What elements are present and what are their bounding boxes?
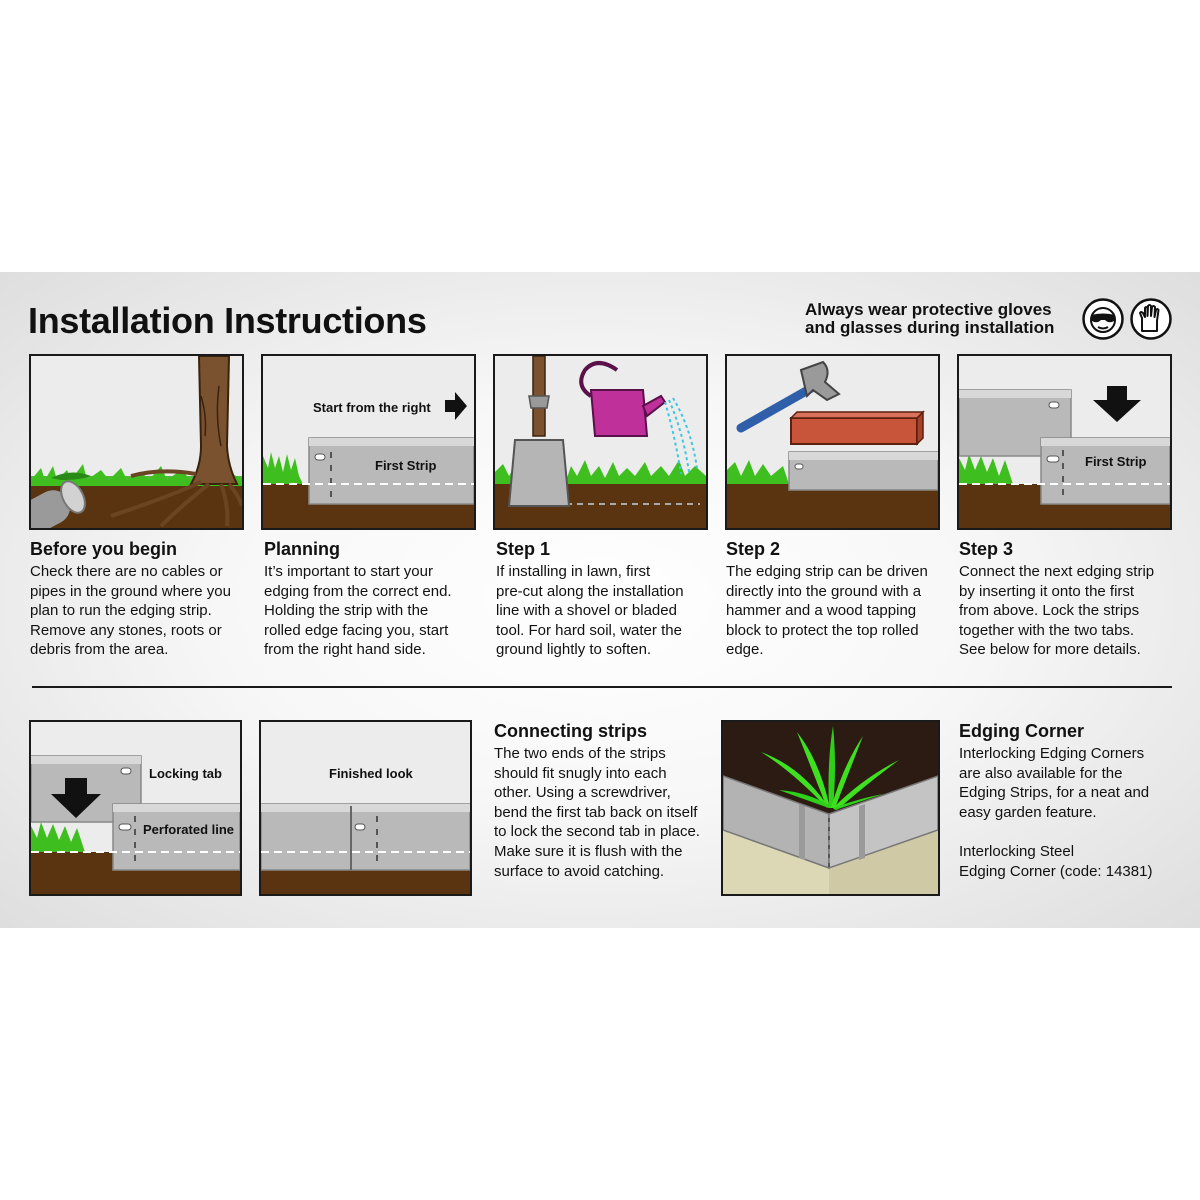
step-title: Step 2 [726,539,781,559]
safety-line-1: Always wear protective gloves [805,300,1052,319]
step-text-line: tool. For hard soil, water the [496,621,682,639]
step-title: Before you begin [30,539,178,559]
step3-illustration [957,354,1172,530]
connecting-text-line: other. Using a screwdriver, [494,784,671,802]
step-text-line: debris from the area. [30,641,169,659]
step-title: Step 1 [496,539,551,559]
step-text-line: line with a shovel or bladed [496,602,677,620]
connecting-text-line: The two ends of the strips [494,745,666,762]
edging-corner-illustration [721,720,940,896]
safety-glasses-icon [1082,298,1124,340]
finished-look-illustration [259,720,472,896]
step-text-line: ground lightly to soften. [496,641,652,659]
step-text-line: If installing in lawn, first [496,563,651,580]
step-text-line: See below for more details. [959,641,1141,659]
corner-title: Edging Corner [959,721,1084,741]
connecting-text-line: Make sure it is flush with the [494,842,683,860]
step-text-line: Connect the next edging strip [959,563,1155,580]
first-strip [1041,438,1170,504]
corner-text-line: Edging Strips, for a neat and [959,784,1150,802]
step-before-you-begin [30,538,250,660]
step-text-line: Remove any stones, roots or [30,621,222,639]
finished-look-label: Finished look [329,766,413,781]
step-title: Step 3 [959,539,1014,559]
step-text-line: pipes in the ground where you [30,582,231,600]
step-text-line: It’s important to start your [264,563,433,580]
step-text-line: rolled edge facing you, start [264,621,449,639]
step-text-line: hammer and a wood tapping [726,602,917,620]
wood-block [791,418,917,444]
perforated-line-label: Perforated line [143,822,235,837]
edging-corner-info [959,720,1179,882]
connecting-text-line: should fit snugly into each [494,764,667,782]
connecting-text-line: bend the first tab back on itself [494,803,698,821]
step3-strip-label: First Strip [1085,454,1147,469]
step-text-line: edging from the correct end. [264,582,452,600]
safety-notice [805,301,1075,337]
step-text-line: plan to run the edging strip. [30,602,212,620]
before-you-begin-illustration [29,354,244,530]
connecting-title: Connecting strips [494,721,648,741]
step-text-line: The edging strip can be driven [726,563,928,580]
step2-illustration [725,354,940,530]
corner-product-line: Interlocking Steel [959,843,1075,861]
step-title: Planning [264,539,340,559]
corner-text-line: Interlocking Edging Corners [959,745,1145,762]
step-text-line: from the right hand side. [264,641,426,659]
corner-product-code: Edging Corner (code: 14381) [959,862,1153,880]
shovel-blade [509,440,569,506]
step-planning [264,538,484,660]
planning-strip-label: First Strip [375,458,437,473]
step-text-line: from above. Lock the strips [959,602,1140,620]
step1-illustration [493,354,708,530]
connecting-strips [494,720,709,881]
protective-gloves-icon [1130,298,1172,340]
lower-strip [113,804,240,870]
connecting-text-line: to lock the second tab in place. [494,823,700,841]
step-text-line: by inserting it onto the first [959,582,1135,600]
locking-tab-illustration [29,720,242,896]
connecting-text-line: surface to avoid catching. [494,862,665,880]
step-text-line: Holding the strip with the [264,602,429,620]
corner-text-line: are also available for the [959,764,1123,782]
page-title: Installation Instructions [28,300,427,341]
joined-strips [261,804,470,870]
safety-line-2: and glasses during installation [805,318,1055,337]
step-1 [496,538,716,660]
step-text-line: directly into the ground with a [726,582,922,600]
corner-text-line: easy garden feature. [959,803,1097,821]
step-2 [726,538,946,660]
planning-illustration [261,354,476,530]
section-divider [32,686,1172,688]
step-text-line: edge. [726,641,764,659]
locking-tab-label: Locking tab [149,766,222,781]
step-text-line: pre-cut along the installation [496,582,684,600]
step-text-line: block to protect the top rolled [726,621,919,639]
step-3 [959,538,1179,660]
planning-arrow-label: Start from the right [313,400,431,415]
step-text-line: Check there are no cables or [30,563,223,580]
step-text-line: together with the two tabs. [959,621,1135,639]
